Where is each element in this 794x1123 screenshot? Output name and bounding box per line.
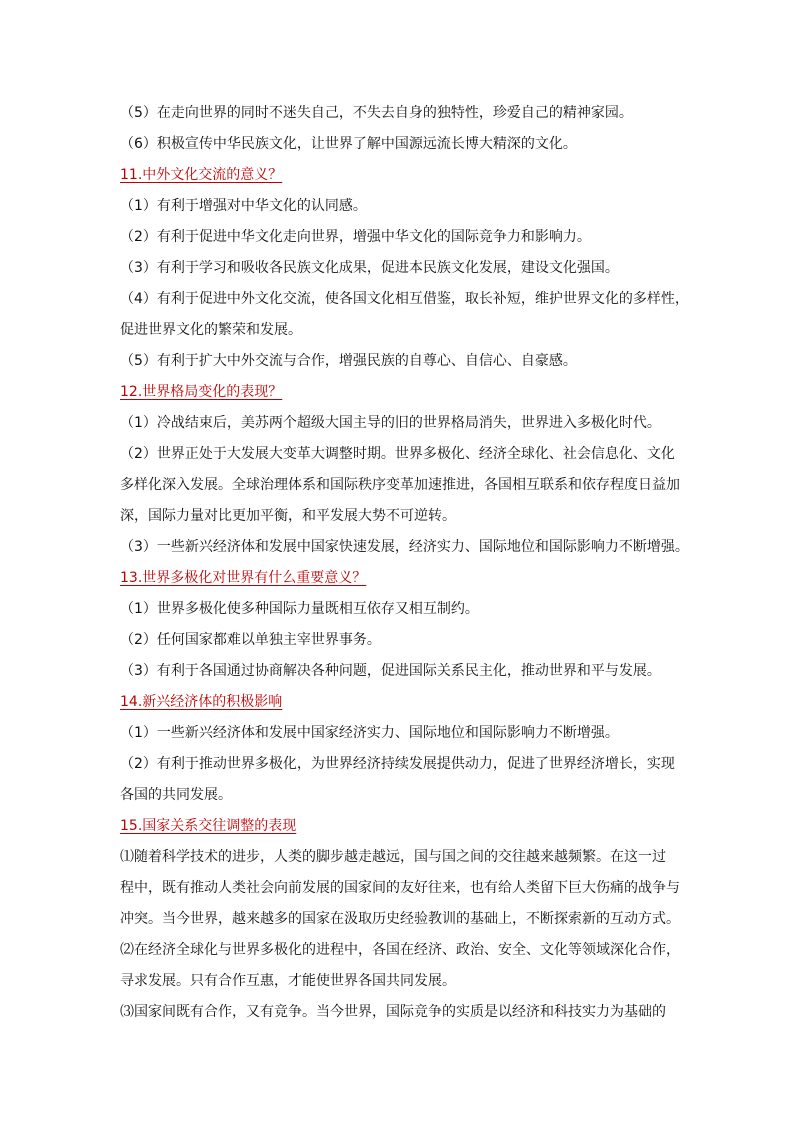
list-item: （2）有利于推动世界多极化，为世界经济持续发展提供动力，促进了世界经济增长，实现: [120, 756, 675, 772]
list-item: （6）积极宣传中华民族文化，让世界了解中国源远流长博大精深的文化。: [120, 136, 577, 152]
list-item: （3）一些新兴经济体和发展中国家快速发展，经济实力、国际地位和国际影响力不断增强。: [120, 539, 689, 555]
section-heading-12: 12.世界格局变化的表现？: [120, 384, 283, 400]
list-item: （3）有利于各国通过协商解决各种问题，促进国际关系民主化，推动世界和平与发展。: [120, 663, 661, 679]
list-item-continuation: 深，国际力量对比更加平衡，和平发展大势不可逆转。: [120, 508, 456, 524]
section-heading-14: 14.新兴经济体的积极影响: [120, 694, 283, 710]
list-item-continuation: 寻求发展。只有合作互惠，才能使世界各国共同发展。: [120, 973, 456, 989]
list-item: ⑵在经济全球化与世界多极化的进程中，各国在经济、政治、安全、文化等领域深化合作，: [120, 942, 680, 958]
list-item: （2）有利于促进中华文化走向世界，增强中华文化的国际竞争力和影响力。: [120, 229, 591, 245]
list-item-continuation: 多样化深入发展。全球治理体系和国际秩序变革加速推进，各国相互联系和依存程度日益加: [120, 477, 680, 493]
section-heading-11: 11.中外文化交流的意义？: [120, 167, 283, 183]
list-item: （2）世界正处于大发展大变革大调整时期。世界多极化、经济全球化、社会信息化、文化: [120, 446, 675, 462]
list-item: （2）任何国家都难以单独主宰世界事务。: [120, 632, 381, 648]
list-item: （3）有利于学习和吸收各民族文化成果，促进本民族文化发展，建设文化强国。: [120, 260, 619, 276]
list-item-continuation: 各国的共同发展。: [120, 787, 232, 803]
list-item: （1）有利于增强对中华文化的认同感。: [120, 198, 367, 214]
list-item-continuation: 冲突。当今世界，越来越多的国家在汲取历史经验教训的基础上，不断探索新的互动方式。: [120, 911, 680, 927]
list-item: （4）有利于促进中外文化交流，使各国文化相互借鉴，取长补短，维护世界文化的多样性，: [120, 291, 689, 307]
list-item-continuation: 促进世界文化的繁荣和发展。: [120, 322, 302, 338]
list-item-continuation: 程中，既有推动人类社会向前发展的国家间的友好往来，也有给人类留下巨大伤痛的战争与: [120, 880, 680, 896]
list-item: （1）一些新兴经济体和发展中国家经济实力、国际地位和国际影响力不断增强。: [120, 725, 619, 741]
list-item: （5）在走向世界的同时不迷失自己，不失去自身的独特性，珍爱自己的精神家园。: [120, 105, 633, 121]
list-item: （1）冷战结束后，美苏两个超级大国主导的旧的世界格局消失，世界进入多极化时代。: [120, 415, 661, 431]
list-item: ⑴随着科学技术的进步，人类的脚步越走越远，国与国之间的交往越来越频繁。在这一过: [120, 849, 666, 865]
list-item: （1）世界多极化使多种国际力量既相互依存又相互制约。: [120, 601, 479, 617]
section-heading-15: 15.国家关系交往调整的表现: [120, 818, 297, 834]
list-item: ⑶国家间既有合作，又有竞争。当今世界，国际竞争的实质是以经济和科技实力为基础的: [120, 1004, 666, 1020]
section-heading-13: 13.世界多极化对世界有什么重要意义？: [120, 570, 367, 586]
list-item: （5）有利于扩大中外交流与合作，增强民族的自尊心、自信心、自豪感。: [120, 353, 577, 369]
